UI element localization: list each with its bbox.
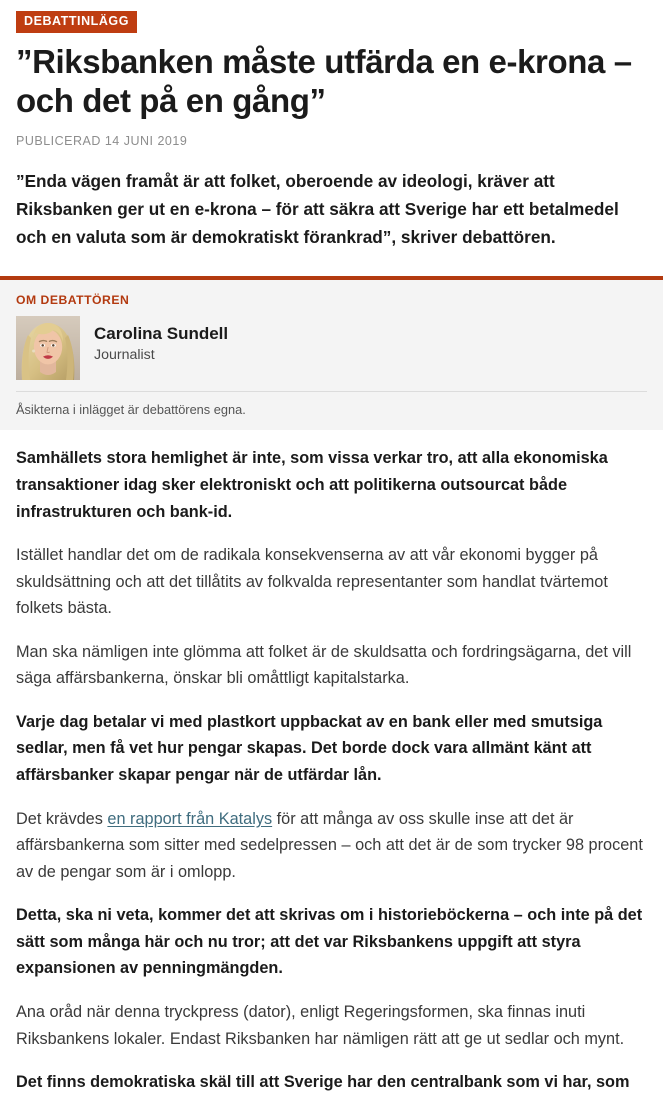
avatar (16, 316, 80, 380)
author-row (16, 316, 647, 380)
headline-block (0, 42, 663, 252)
published-date: PUBLICERAD 14 JUNI 2019 (16, 133, 188, 148)
author-disclaimer: Åsikterna i inlägget är debattörens egna. (16, 401, 246, 417)
author-meta (94, 316, 228, 366)
body-paragraph: Detta, ska ni veta, kommer det att skrivas om i historieböckerna – och inte på det sätt som många här och nu tror; att det var Riksbankens uppgift att styra expansionen av penningmängden. (16, 906, 643, 978)
body-paragraph: Det finns demokratiska skäl till att Sverige har den centralbank som vi har, som (16, 1073, 630, 1092)
article-lead: ”Enda vägen framåt är att folket, oberoende av ideologi, kräver att Riksbanken ger ut en e-krona – för att säkra att Sverige har ett betalmedel och en valuta som är demokratiskt förankrad”, skriver debattören. (16, 170, 619, 247)
category-badge-row (0, 0, 663, 33)
page-title: ”Riksbanken måste utfärda en e-krona – och det på en gång” (16, 42, 632, 120)
author-title: Journalist (94, 346, 155, 363)
body-paragraph: Ana oråd när denna tryckpress (dator), enligt Regeringsformen, ska finnas inuti Riksbankens lokaler. Endast Riksbanken har nämligen rätt att ge ut sedlar och mynt. (16, 1002, 625, 1048)
body-paragraph: Man ska nämligen inte glömma att folket är de skuldsatta och fordringsägarna, det vill säga affärsbankerna, önskar bli omåttligt kapitalstarka. (16, 642, 632, 688)
author-name[interactable]: Carolina Sundell (94, 323, 229, 343)
category-badge[interactable]: DEBATTINLÄGG (16, 11, 137, 33)
author-box-kicker: OM DEBATTÖREN (16, 292, 130, 307)
article-body (0, 430, 663, 1095)
body-paragraph: Det krävdes en rapport från Katalys för att många av oss skulle inse att det är affärsbankerna som sitter med sedelpressen – och att det är de som trycker 98 procent av de pengar som är i omlopp. (16, 809, 643, 881)
inline-link[interactable]: en rapport från Katalys (107, 809, 273, 828)
body-paragraph: Samhällets stora hemlighet är inte, som vissa verkar tro, att alla ekonomiska transaktioner idag sker elektroniskt och att politikerna outsourcat både infrastrukturen och bank-id. (16, 449, 608, 521)
author-divider (16, 391, 647, 392)
author-box (0, 276, 663, 431)
body-paragraph: Varje dag betalar vi med plastkort uppbackat av en bank eller med smutsiga sedlar, men få vet hur pengar skapas. Det borde dock vara allmänt känt att affärsbanker skapar pengar när de utfärdar lån. (16, 712, 603, 785)
body-paragraph: Istället handlar det om de radikala konsekvenserna av att vår ekonomi bygger på skuldsättning och att det tillåtits av folkvalda representanter som handlat tvärtemot folkets bästa. (16, 546, 608, 618)
